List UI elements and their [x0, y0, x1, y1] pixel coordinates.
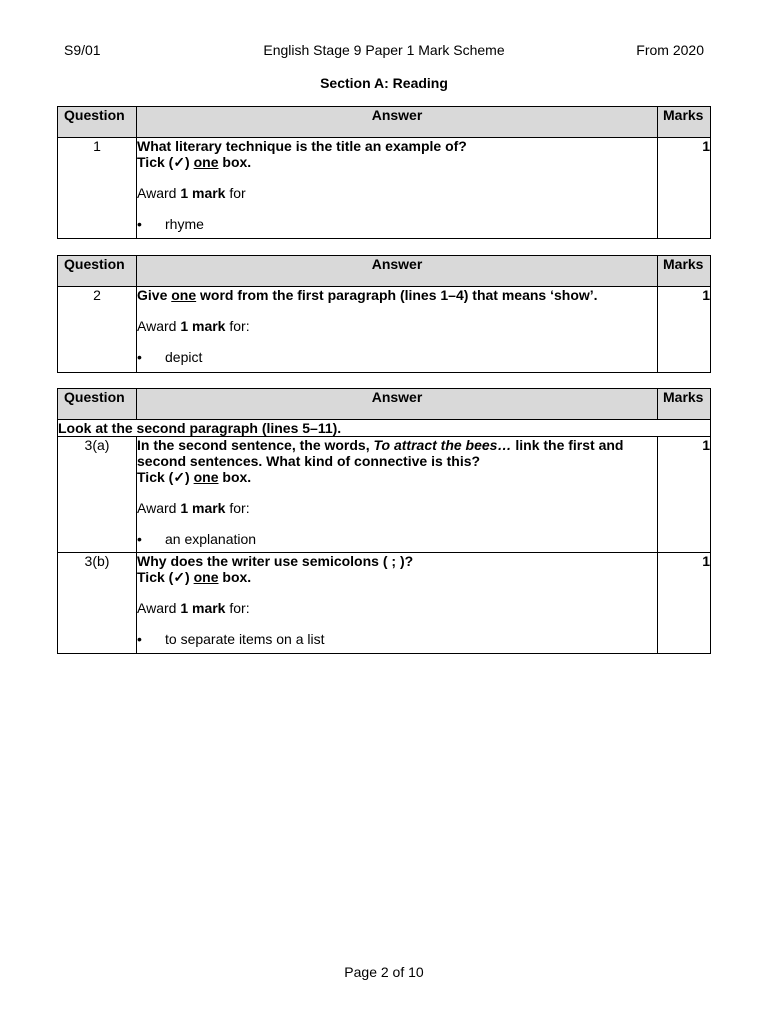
table-row: [58, 138, 711, 239]
answer-text: to separate items on a list: [165, 631, 325, 647]
answer-cell: [137, 553, 658, 654]
question-number: 2: [58, 287, 137, 373]
marks-value: 1: [658, 437, 711, 553]
answer-text: an explanation: [165, 531, 257, 547]
answer-bullet: [137, 216, 657, 232]
answer-cell: [137, 437, 658, 553]
header-question: Question: [58, 107, 137, 138]
question-3-table: [57, 388, 711, 654]
answer-cell: [137, 138, 658, 239]
answer-cell: [137, 287, 658, 373]
question-2-table: [57, 255, 711, 373]
award-text: Award 1 mark for:: [137, 318, 250, 334]
answer-bullet: [137, 531, 657, 547]
question-intro: Look at the second paragraph (lines 5–11).: [58, 420, 711, 437]
question-prompt: Give one word from the first paragraph (lines 1–4) that means ‘show’.: [137, 287, 598, 303]
question-number: 3(a): [58, 437, 137, 553]
header-answer: Answer: [137, 107, 658, 138]
table-header-row: [58, 256, 711, 287]
bullet-icon: •: [137, 216, 142, 232]
section-title: Section A: Reading: [320, 75, 448, 91]
table-row: [58, 437, 711, 553]
award-text: Award 1 mark for: [137, 185, 246, 201]
question-number: 3(b): [58, 553, 137, 654]
bullet-icon: •: [137, 631, 142, 647]
header-marks: Marks: [658, 256, 711, 287]
table-row: [58, 420, 711, 437]
marks-value: 1: [658, 553, 711, 654]
marks-value: 1: [658, 138, 711, 239]
question-prompt: In the second sentence, the words, To attract the bees… link the first and second sentences. What kind of connective is this?: [137, 437, 624, 469]
header-code: S9/01: [64, 42, 101, 58]
table-row: [58, 553, 711, 654]
tick-instruction: Tick (✓) one box.: [137, 469, 252, 485]
header-marks: Marks: [658, 107, 711, 138]
answer-bullet: [137, 349, 657, 365]
header-title: English Stage 9 Paper 1 Mark Scheme: [263, 42, 505, 58]
table-header-row: [58, 389, 711, 420]
page-footer: Page 2 of 10: [344, 964, 424, 980]
table-row: [58, 287, 711, 373]
answer-text: rhyme: [165, 216, 204, 232]
table-header-row: [58, 107, 711, 138]
header-answer: Answer: [137, 389, 658, 420]
answer-text: depict: [165, 349, 203, 365]
header-answer: Answer: [137, 256, 658, 287]
tick-instruction: Tick (✓) one box.: [137, 154, 252, 170]
award-text: Award 1 mark for:: [137, 500, 250, 516]
header-question: Question: [58, 256, 137, 287]
header-question: Question: [58, 389, 137, 420]
award-text: Award 1 mark for:: [137, 600, 250, 616]
header-marks: Marks: [658, 389, 711, 420]
tick-instruction: Tick (✓) one box.: [137, 569, 252, 585]
header-year: From 2020: [636, 42, 704, 58]
marks-value: 1: [658, 287, 711, 373]
question-number: 1: [58, 138, 137, 239]
question-1-table: [57, 106, 711, 239]
bullet-icon: •: [137, 349, 142, 365]
question-prompt: What literary technique is the title an example of?: [137, 138, 467, 154]
bullet-icon: •: [137, 531, 142, 547]
question-prompt: Why does the writer use semicolons ( ; )?: [137, 553, 414, 569]
answer-bullet: [137, 631, 657, 647]
